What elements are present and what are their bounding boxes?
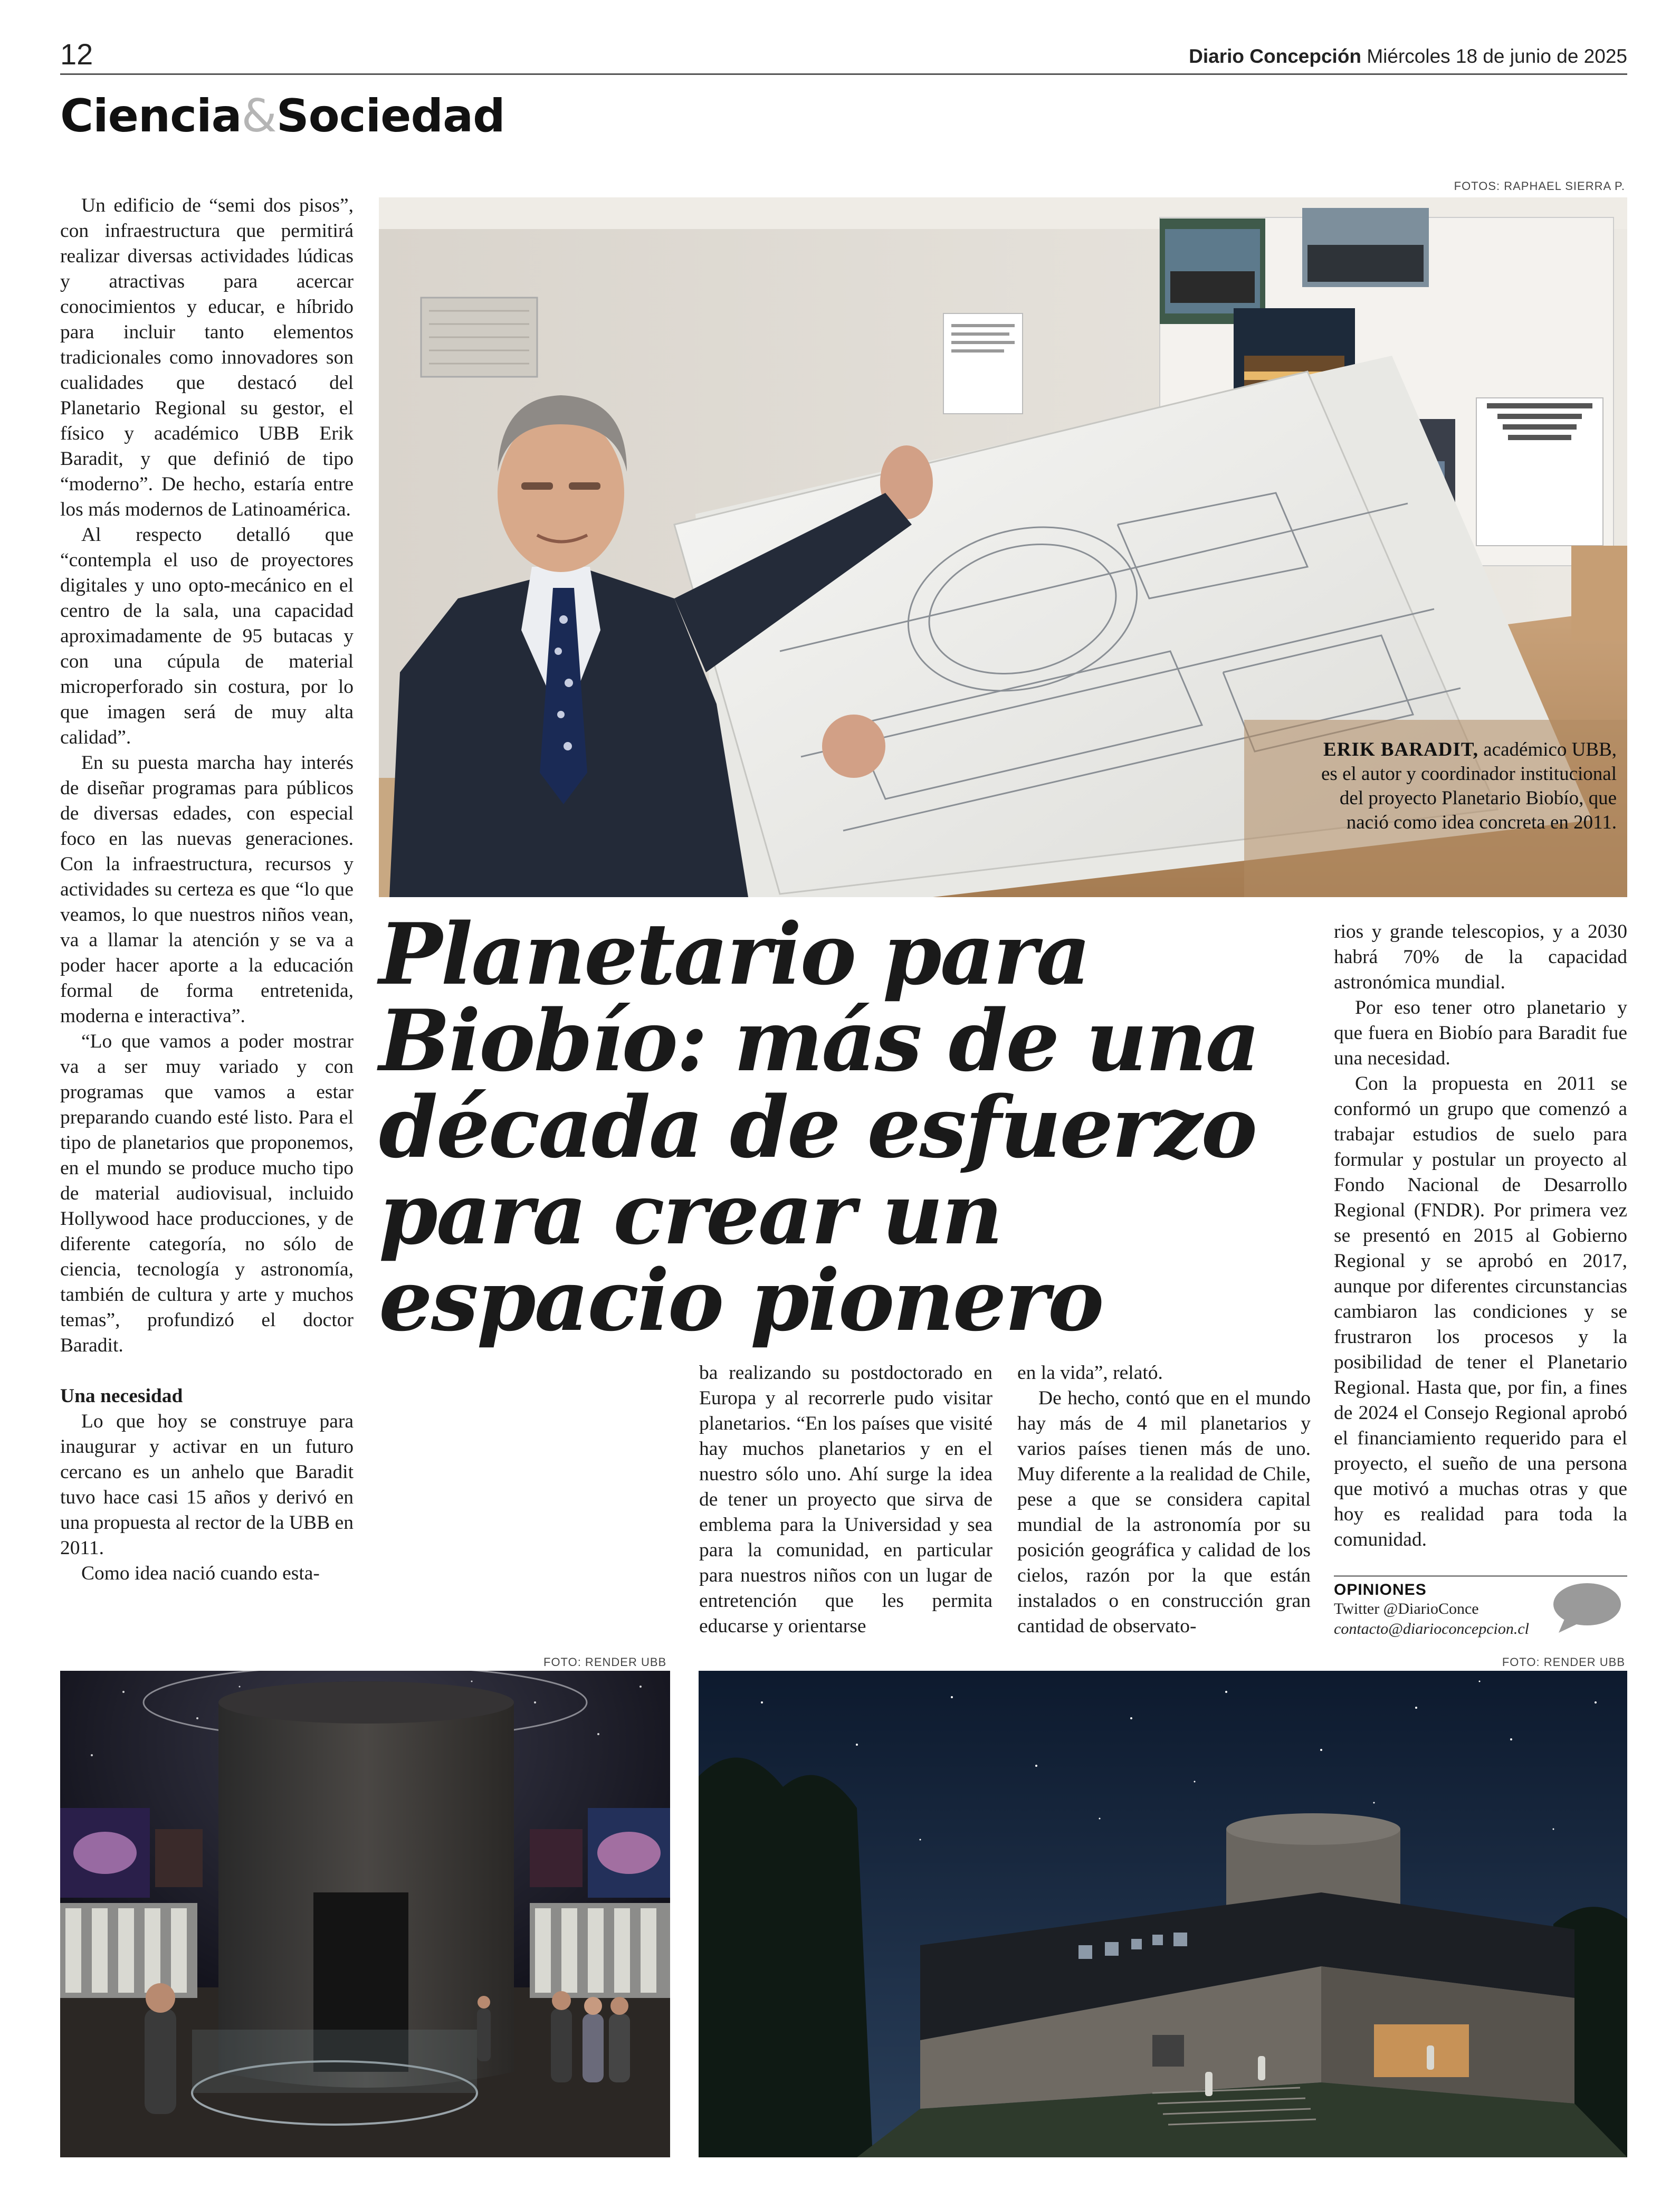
paragraph: Al respecto detalló que “contempla el uso de proyectores digitales y uno opto-mecánico en el centro de la sala, una capacidad aproximadamente de 95 butacas y con una cúpula de material microperforado sin costura, por lo que imagen será de muy alta calidad”.	[60, 524, 354, 748]
article-column-4	[1334, 919, 1627, 1553]
opiniones-box	[1334, 1581, 1627, 1639]
paragraph: “Lo que vamos a poder mostrar va a ser muy variado y con programas que vamos a estar preparando cuando esté listo. Para el tipo de planetarios que proponemos, en el mundo se produce mucho tipo de material audiovisual, incluido Hollywood hace producciones, y de diferente categoría, no sólo de ciencia, tecnología y astronomía, también de cultura y arte y muchos temas”, profundizó el doctor Baradit.	[60, 1031, 354, 1356]
section-title	[60, 90, 505, 142]
main-photo-caption	[1319, 738, 1617, 835]
paragraph: en la vida”, relató.	[1017, 1362, 1163, 1384]
paragraph: Por eso tener otro planetario y que fuera en Biobío para Baradit fue una necesidad.	[1334, 997, 1627, 1069]
section-title-ampersand: &	[241, 90, 276, 142]
exterior-render-photo[interactable]	[699, 1671, 1627, 2157]
exterior-render-image	[699, 1671, 1627, 2157]
paragraph: ba realizando su postdoctorado en Europa y al recorrerle pudo visitar planetarios. “En los países que visité hay muchos planetarios y en el nuestro sólo uno. Ahí surge la idea de tener un proyecto que sirva de emblema para la Universidad y sea para la comunidad, en particular para nuestros niños con un lugar de entretención que les permita educarse y orientarse	[699, 1362, 992, 1637]
caption-text: académico UBB, es el autor y coordinador institucional del proyecto Planetario Biobío, que nació como idea concreta en 2011.	[1321, 739, 1617, 833]
paragraph: Un edificio de “semi dos pisos”, con infraestructura que permitirá realizar diversas actividades lúdicas y atractivas para acercar conocimientos y educar, e híbrido para incluir tanto elementos tradicionales como innovadores son cualidades que destacó del Planetario Regional su gestor, el físico y académico UBB Erik Baradit, y que definió de tipo “moderno”. De hecho, estaría entre los más modernos de Latinoamérica.	[60, 195, 354, 520]
article-column-3	[1017, 1360, 1311, 1639]
article-column-2	[699, 1360, 992, 1639]
paragraph: Con la propuesta en 2011 se conformó un grupo que comenzó a trabajar estudios de suelo para formular y postular un proyecto al Fondo Nacional de Desarrollo Regional (FNDR). Por primera vez se presentó en 2015 al Gobierno Regional y se aprobó en 2017, aunque por diferentes circunstancias cambiaron las condiciones y se frustraron los procesos y la posibilidad de tener el Planetario Regional. Hasta que, por fin, a fines de 2024 el Consejo Regional aprobó el financiamiento requerido para el proyecto, el sueño de una persona que motivó a muchas otras y que hoy es realidad para toda la comunidad.	[1334, 1073, 1627, 1550]
article-headline: Planetario para Biobío: más de una década de esfuerzo para crear un espacio pionero	[379, 905, 1259, 1350]
paragraph: De hecho, contó que en el mundo hay más de 4 mil planetarios y varios países tienen más de uno. Muy diferente a la realidad de Chile, pese a que se considera capital mundial de la astronomía por su posición geográfica y calidad de los cielos, razón por la que están instalados o en construcción gran cantidad de observato-	[1017, 1387, 1311, 1637]
interior-render-credit: FOTO: RENDER UBB	[543, 1655, 667, 1669]
subheading: Una necesidad	[60, 1385, 183, 1407]
main-photo-credit: FOTOS: RAPHAEL SIERRA P.	[1454, 179, 1625, 193]
header-rule	[60, 73, 1627, 75]
opiniones-title: OPINIONES	[1334, 1581, 1427, 1598]
opiniones-rule	[1334, 1575, 1627, 1577]
paragraph: En su puesta marcha hay interés de diseñar programas para públicos de diversas edades, con especial foco en las nuevas generaciones. Con la infraestructura, recursos y actividades su certeza es que “lo que veamos, lo que nuestros niños vean, va a llamar la atención y se va a poder hacer aporte a la educación formal de forma entretenida, moderna e interactiva”.	[60, 752, 354, 1027]
section-title-part2: Sociedad	[276, 90, 505, 142]
paragraph: Como idea nació cuando esta-	[81, 1563, 320, 1584]
interior-render-photo[interactable]	[60, 1671, 670, 2157]
interior-render-image	[60, 1671, 670, 2157]
article-column-1	[60, 193, 354, 1586]
caption-name: ERIK BARADIT,	[1323, 739, 1478, 760]
opiniones-email-link[interactable]: contacto@diarioconcepcion.cl	[1334, 1620, 1529, 1638]
masthead	[1189, 45, 1627, 68]
speech-bubble-icon	[1549, 1581, 1623, 1634]
paragraph: Lo que hoy se construye para inaugurar y activar en un futuro cercano es un anhelo que Baradit tuvo hace casi 15 años y derivó en una propuesta al rector de la UBB en 2011.	[60, 1411, 354, 1559]
opiniones-twitter-link[interactable]: Twitter @DiarioConce	[1334, 1600, 1479, 1617]
exterior-render-credit: FOTO: RENDER UBB	[1502, 1655, 1625, 1669]
issue-date: Miércoles 18 de junio de 2025	[1367, 45, 1627, 67]
paragraph: rios y grande telescopios, y a 2030 habrá 70% de la capacidad astronómica mundial.	[1334, 921, 1627, 993]
newspaper-name[interactable]: Diario Concepción	[1189, 45, 1362, 67]
page-number: 12	[60, 37, 93, 71]
section-title-part1: Ciencia	[60, 90, 242, 142]
